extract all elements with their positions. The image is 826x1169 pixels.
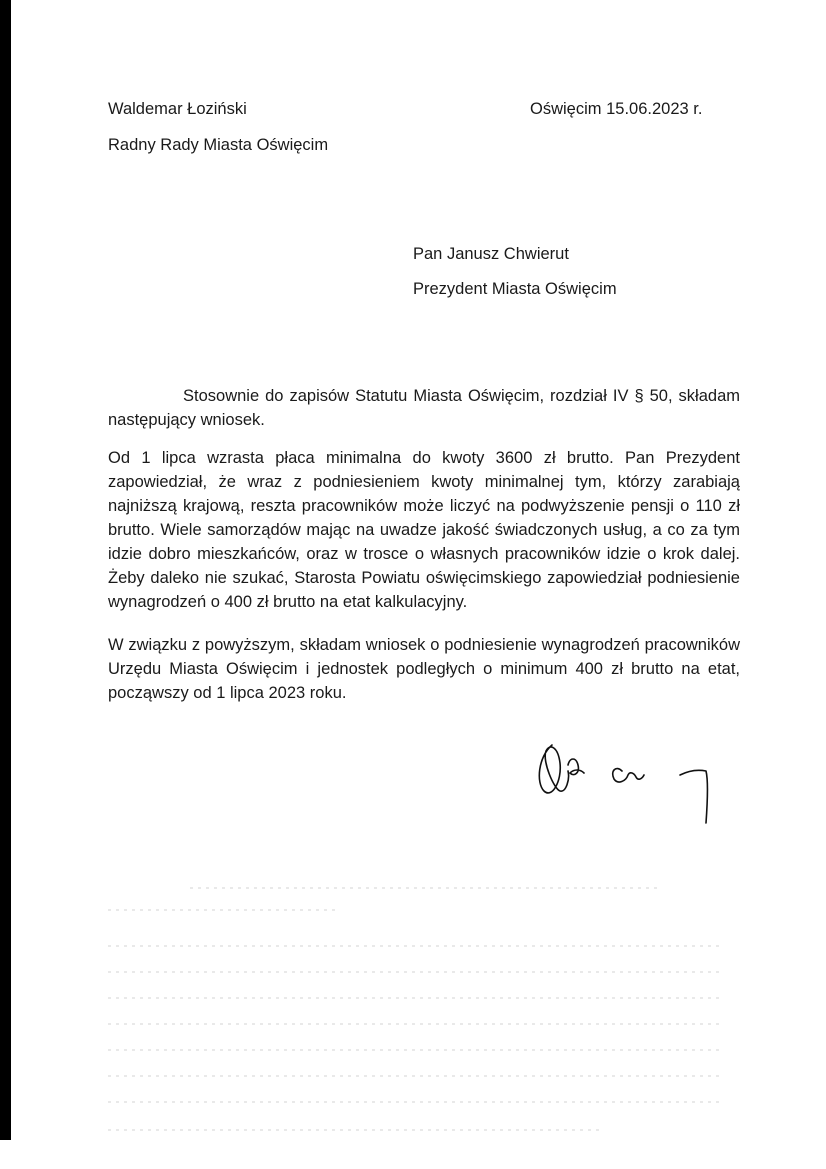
paragraph-request: W związku z powyższym, składam wniosek o podniesienie wynagrodzeń pracowników Urzędu Miasta Oświęcim i jednostek podległych o minimum 400 zł brutto na etat, począwszy od 1 lipca 2023 roku. bbox=[108, 636, 740, 702]
bleed-through-texture bbox=[100, 880, 740, 1140]
signature-icon bbox=[530, 735, 720, 830]
place-date: Oświęcim 15.06.2023 r. bbox=[530, 100, 703, 118]
paragraph-intro: Stosownie do zapisów Statutu Miasta Oświęcim, rozdział IV § 50, składam następujący wniosek. bbox=[108, 387, 740, 429]
sender-name: Waldemar Łoziński bbox=[108, 100, 247, 118]
sender-role: Radny Rady Miasta Oświęcim bbox=[108, 136, 329, 154]
recipient-name: Pan Janusz Chwierut bbox=[413, 245, 569, 263]
scan-border bbox=[0, 0, 11, 1140]
paragraph-justification: Od 1 lipca wzrasta płaca minimalna do kwoty 3600 zł brutto. Pan Prezydent zapowiedział, że wraz z podniesieniem kwoty minimalnej tym, którzy zarabiają najniższą krajową, reszta pracowników może liczyć na podwyższenie pensji o 110 zł brutto. Wiele samorządów mając na uwadze jakość świadczonych usług, a co za tym idzie dobro mieszkańców, oraz w trosce o własnych pracowników idzie o krok dalej. Żeby daleko nie szukać, Starosta Powiatu oświęcimskiego zapowiedział podniesienie wynagrodzeń o 400 zł brutto na etat kalkulacyjny. bbox=[108, 449, 740, 611]
recipient-role: Prezydent Miasta Oświęcim bbox=[413, 280, 617, 298]
